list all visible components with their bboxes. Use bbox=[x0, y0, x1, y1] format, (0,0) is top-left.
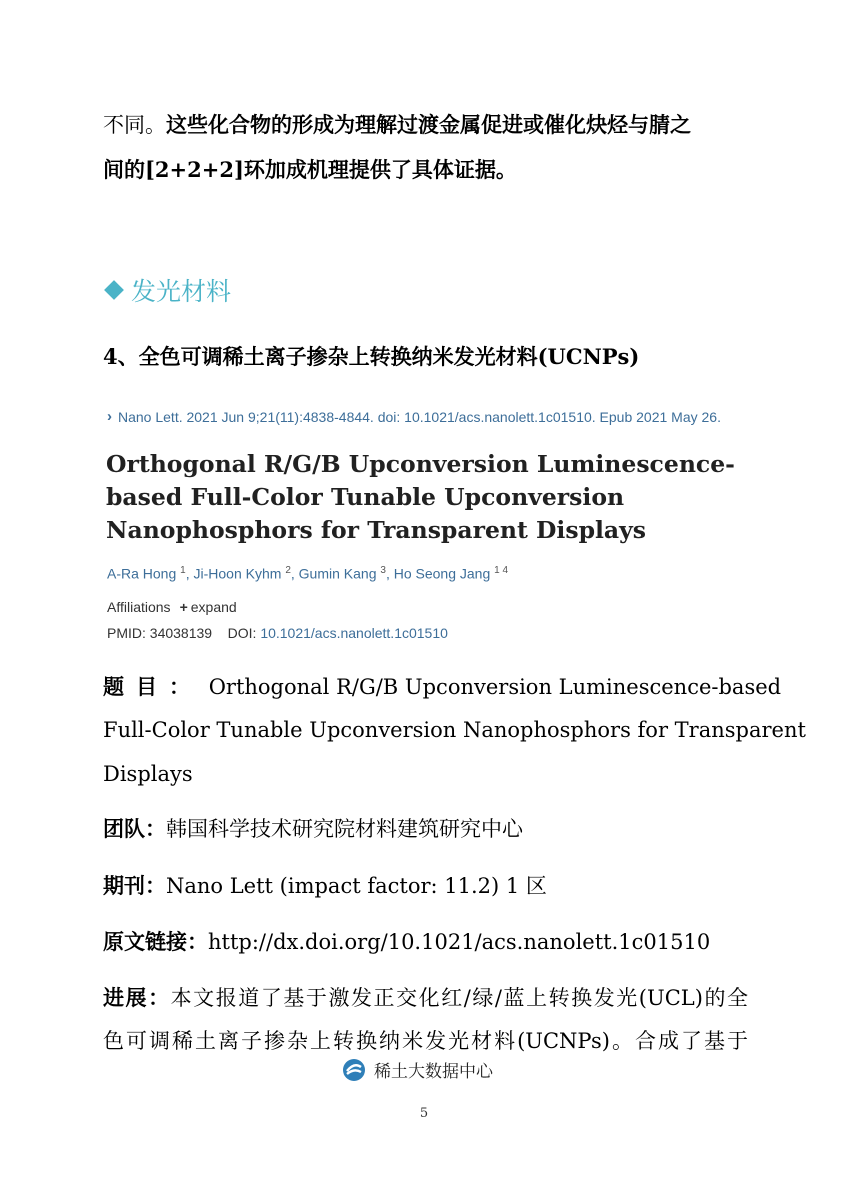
pubmed-screenshot bbox=[103, 404, 753, 649]
team-value: 韩国科学技术研究院材料建筑研究中心 bbox=[166, 817, 523, 841]
link-label: 原文链接： bbox=[103, 929, 208, 954]
team-row bbox=[103, 814, 523, 844]
author-affil-num[interactable]: 2 bbox=[285, 565, 291, 576]
detail-title-line-2: Full-Color Tunable Upconversion Nanophosphors for Transparent bbox=[103, 718, 806, 742]
journal-row bbox=[103, 871, 547, 901]
intro-bold-text: 这些化合物的形成为理解过渡金属促进或催化炔烃与腈之 bbox=[166, 112, 691, 137]
rare-earth-logo-icon bbox=[342, 1058, 366, 1082]
author-link[interactable]: Ji-Hoon Kyhm bbox=[193, 565, 282, 582]
diamond-icon bbox=[104, 280, 124, 300]
intro-line-2: 间的[2+2+2]环加成机理提供了具体证据。 bbox=[103, 157, 517, 182]
paper-title-line: based Full-Color Tunable Upconversion bbox=[106, 483, 625, 511]
progress-text: 本文报道了基于激发正交化红/绿/蓝上转换发光(UCL)的全 bbox=[170, 986, 748, 1010]
title-label: 题目： bbox=[103, 674, 202, 699]
author-affil-num[interactable]: 3 bbox=[380, 565, 386, 576]
journal-value: Nano Lett (impact factor: 11.2) 1 区 bbox=[166, 874, 547, 898]
journal-label: 期刊： bbox=[103, 873, 166, 898]
paper-title bbox=[106, 448, 756, 547]
paper-title-line: Orthogonal R/G/B Upconversion Luminescence- bbox=[106, 450, 735, 478]
doi-link[interactable]: 10.1021/acs.nanolett.1c01510 bbox=[260, 625, 448, 641]
expand-button[interactable]: expand bbox=[190, 599, 237, 615]
link-row bbox=[103, 927, 710, 957]
section-heading bbox=[103, 272, 231, 308]
footer-logo bbox=[342, 1057, 493, 1082]
detail-title-line-1 bbox=[103, 672, 782, 702]
plus-icon[interactable]: + bbox=[179, 599, 188, 615]
progress-label: 进展： bbox=[103, 985, 171, 1010]
footer-logo-text: 稀土大数据中心 bbox=[374, 1062, 493, 1082]
title-text: Orthogonal R/G/B Upconversion Luminescence-based bbox=[208, 675, 782, 699]
intro-plain-text: 不同。 bbox=[103, 113, 166, 137]
author-affil-num[interactable]: 1 bbox=[180, 565, 186, 576]
citation-text: Nano Lett. 2021 Jun 9;21(11):4838-4844. doi: 10.1021/acs.nanolett.1c01510. Epub 2021 May 26. bbox=[118, 408, 721, 425]
intro-line-1 bbox=[103, 110, 691, 140]
author-link[interactable]: A-Ra Hong bbox=[107, 565, 177, 582]
author-link[interactable]: Ho Seong Jang bbox=[393, 565, 491, 582]
progress-line-1 bbox=[103, 983, 748, 1013]
citation-line[interactable] bbox=[107, 408, 721, 425]
doi-label: DOI: bbox=[227, 625, 257, 641]
item-title: 4、全色可调稀土离子掺杂上转换纳米发光材料(UCNPs) bbox=[103, 344, 640, 369]
pmid-text: PMID: 34038139 bbox=[107, 625, 213, 641]
progress-line-2: 色可调稀土离子掺杂上转换纳米发光材料(UCNPs)。合成了基于 bbox=[103, 1029, 748, 1053]
section-title: 发光材料 bbox=[131, 277, 232, 306]
author-affil-num[interactable]: 1 4 bbox=[494, 565, 509, 576]
author-list: A-Ra Hong $^1$, Ji-Hoon Kyhm $^2$, Gumin Kang $^3$, Ho Seong Jang $^{1 4}$ bbox=[107, 565, 509, 582]
pmid-row bbox=[107, 625, 448, 641]
detail-title-line-3: Displays bbox=[103, 762, 193, 786]
team-label: 团队： bbox=[103, 816, 166, 841]
source-link[interactable]: http://dx.doi.org/10.1021/acs.nanolett.1c01510 bbox=[208, 930, 711, 954]
page-number: 5 bbox=[419, 1106, 429, 1121]
chevron-right-icon: › bbox=[107, 408, 112, 425]
affiliations-row bbox=[107, 599, 237, 615]
paper-title-line: Nanophosphors for Transparent Displays bbox=[106, 516, 647, 544]
author-link[interactable]: Gumin Kang bbox=[298, 565, 377, 582]
affiliations-label: Affiliations bbox=[107, 599, 171, 615]
